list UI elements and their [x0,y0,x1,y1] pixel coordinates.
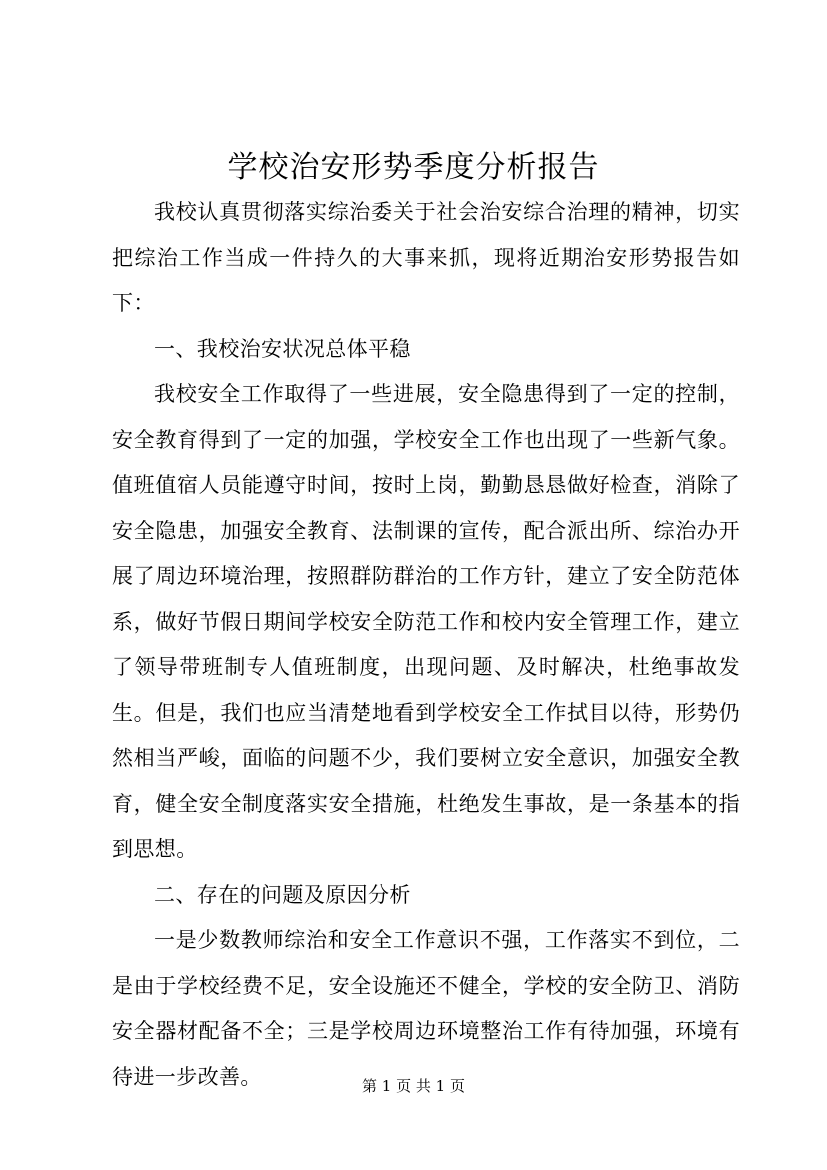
section-1-paragraph: 我校安全工作取得了一些进展，安全隐患得到了一定的控制，安全教育得到了一定的加强，学校安全工作也出现了一些新气象。值班值宿人员能遵守时间，按时上岗，勤勤恳恳做好检查，消除了安全隐患，加强安全教育、法制课的宣传，配合派出所、综治办开展了周边环境治理，按照群防群治的工作方针，建立了安全防范体系，做好节假日期间学校安全防范工作和校内安全管理工作，建立了领导带班制专人值班制度，出现问题、及时解决，杜绝事故发生。但是，我们也应当清楚地看到学校安全工作拭目以待，形势仍然相当严峻，面临的问题不少，我们要树立安全意识，加强安全教育，健全安全制度落实安全措施，杜绝发生事故，是一条基本的指到思想。 [112,382,740,861]
document-body [112,190,740,1100]
section-2-paragraph: 一是少数教师综治和安全工作意识不强，工作落实不到位，二是由于学校经费不足，安全设施还不健全，学校的安全防卫、消防安全器材配备不全；三是学校周边环境整治工作有待加强，环境有待进一步改善。 [112,928,740,1089]
document-title: 学校治安形势季度分析报告 [227,150,600,185]
section-1-heading: 一、我校治安状况总体平稳 [154,336,411,361]
page-footer: 第 1 页 共 1 页 [362,1077,465,1095]
intro-paragraph: 我校认真贯彻落实综治委关于社会治安综合治理的精神，切实把综治工作当成一件持久的大事来抓，现将近期治安形势报告如下： [112,200,740,315]
section-2-heading: 二、存在的问题及原因分析 [154,882,411,907]
